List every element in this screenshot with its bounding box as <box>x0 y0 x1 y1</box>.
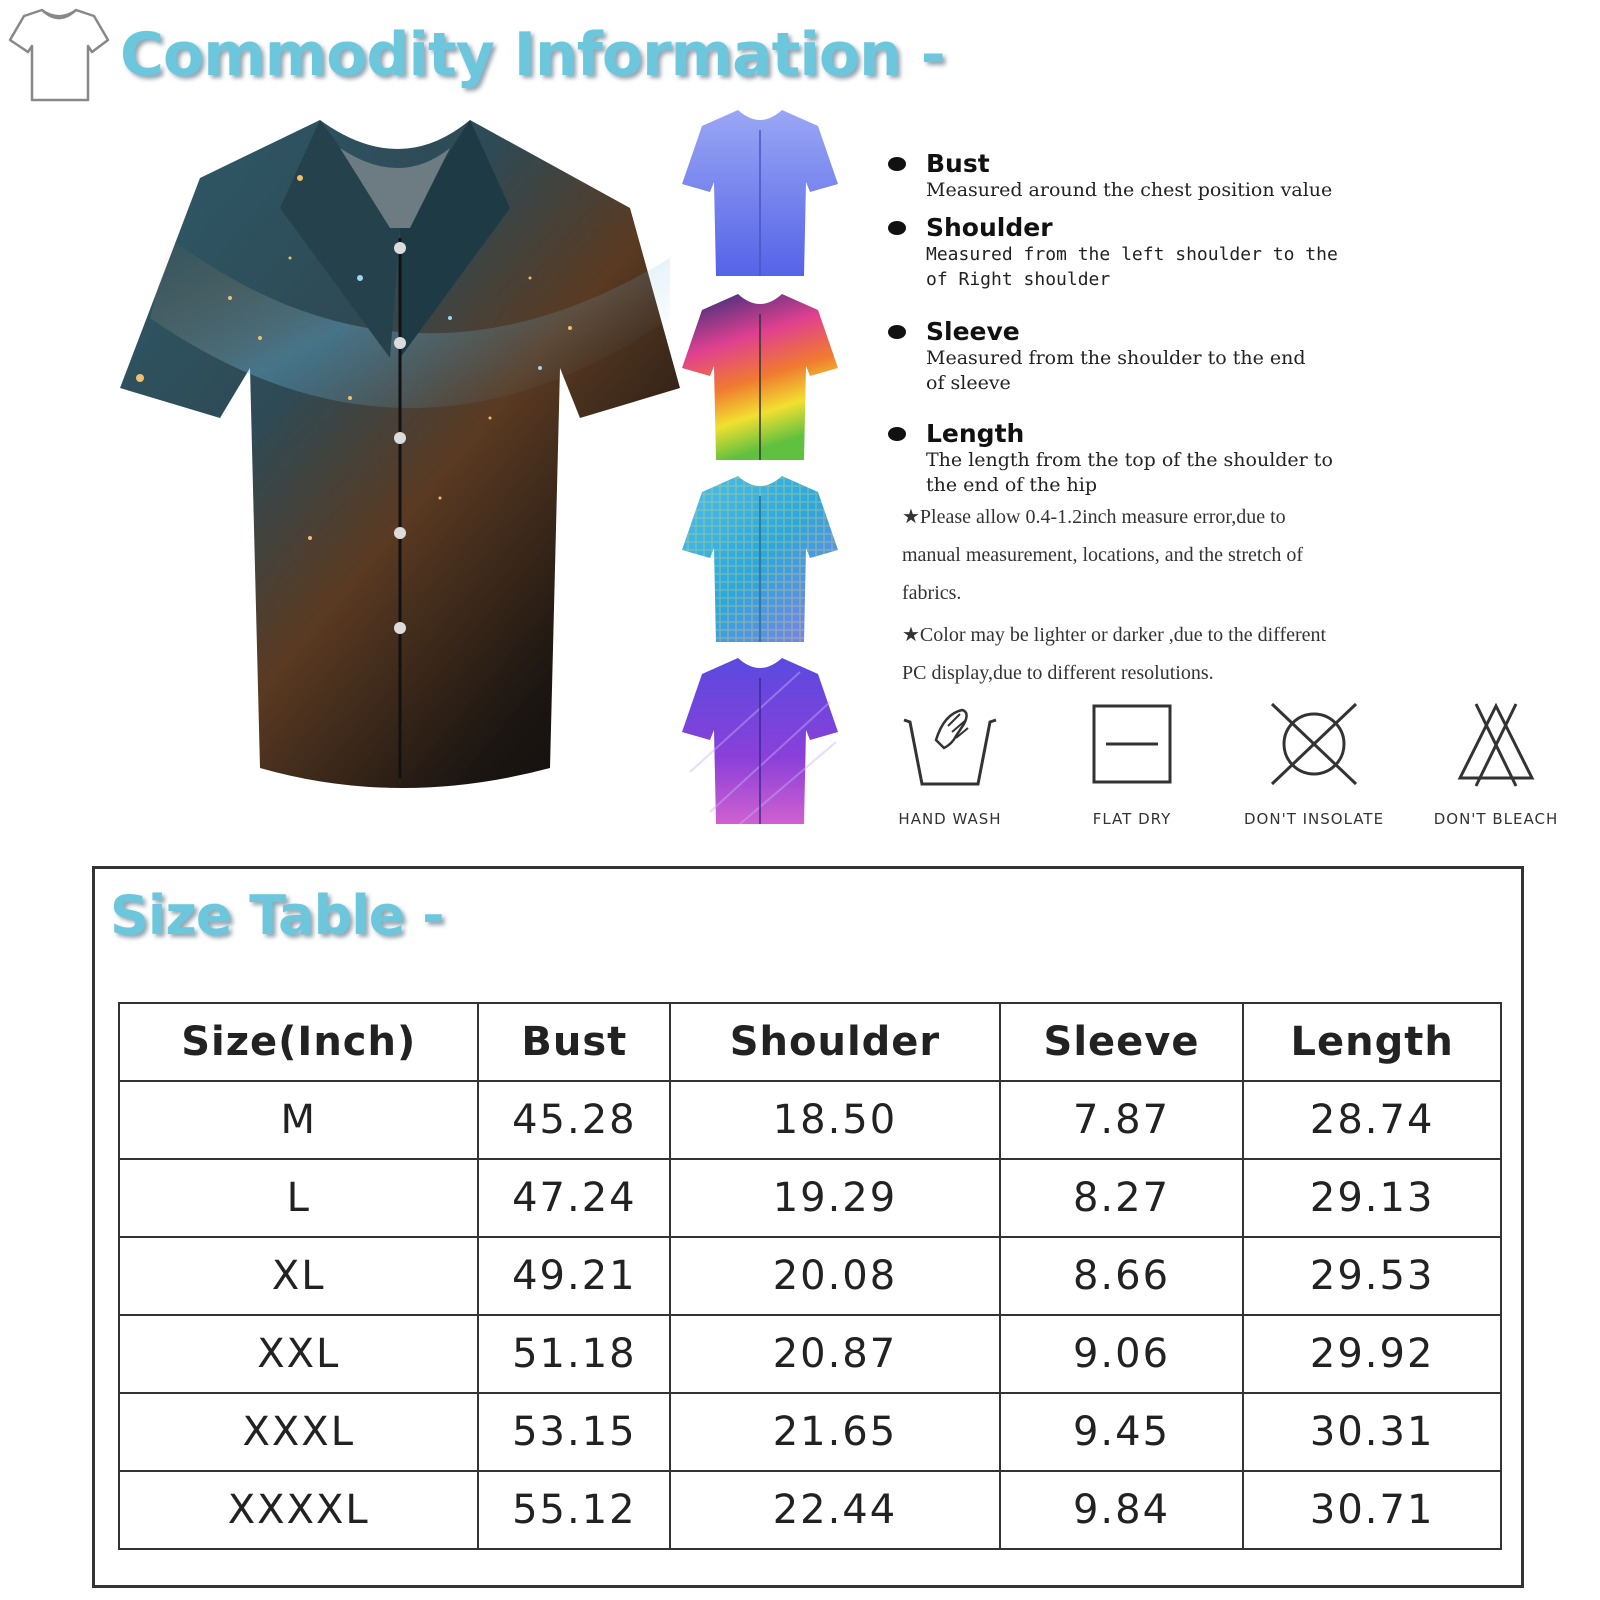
column-header-sleeve: Sleeve <box>1000 1003 1244 1081</box>
care-flat-dry <box>1062 700 1202 828</box>
page-title: Commodity Information - <box>120 20 945 90</box>
cell-size: L <box>119 1159 478 1237</box>
measurement-desc: Measured around the chest position value <box>926 179 1333 201</box>
cell-sleeve: 9.84 <box>1000 1471 1244 1549</box>
cell-length: 30.71 <box>1243 1471 1501 1549</box>
cell-size: M <box>119 1081 478 1159</box>
column-header-bust: Bust <box>478 1003 670 1081</box>
size-table-title: Size Table - <box>110 884 444 947</box>
cell-length: 28.74 <box>1243 1081 1501 1159</box>
care-label: FLAT DRY <box>1092 810 1172 828</box>
cell-sleeve: 8.27 <box>1000 1159 1244 1237</box>
measurement-title: Shoulder <box>888 214 1568 242</box>
measurement-desc: The length from the top of the shoulder to the end of the hip <box>926 449 1333 496</box>
measurement-bust <box>888 150 1568 203</box>
care-label: DON'T INSOLATE <box>1244 810 1385 828</box>
cell-length: 29.13 <box>1243 1159 1501 1237</box>
cell-bust: 45.28 <box>478 1081 670 1159</box>
tshirt-outline-icon <box>6 4 110 104</box>
table-header-row <box>119 1003 1501 1081</box>
cell-bust: 47.24 <box>478 1159 670 1237</box>
cell-size: XXXXL <box>119 1471 478 1549</box>
measurement-title: Sleeve <box>888 318 1568 346</box>
table-row <box>119 1393 1501 1471</box>
hand-wash-icon <box>900 700 1000 792</box>
care-hand-wash <box>880 700 1020 828</box>
table-row <box>119 1471 1501 1549</box>
cell-size: XXXL <box>119 1393 478 1471</box>
cell-bust: 53.15 <box>478 1393 670 1471</box>
measurement-title: Length <box>888 420 1568 448</box>
cell-shoulder: 21.65 <box>670 1393 1000 1471</box>
cell-bust: 49.21 <box>478 1237 670 1315</box>
size-table <box>118 1002 1502 1550</box>
dont-bleach-icon <box>1446 700 1546 792</box>
variant-image-purple[interactable] <box>680 652 840 832</box>
note-color: ★Color may be lighter or darker ,due to the different PC display,due to different resolutions. <box>902 624 1327 684</box>
cell-sleeve: 8.66 <box>1000 1237 1244 1315</box>
column-header-shoulder: Shoulder <box>670 1003 1000 1081</box>
table-row <box>119 1159 1501 1237</box>
measurement-length <box>888 420 1568 498</box>
cell-size: XL <box>119 1237 478 1315</box>
care-dont-bleach <box>1426 700 1566 828</box>
variant-image-teal[interactable] <box>680 470 840 650</box>
variant-image-blue[interactable] <box>680 104 840 284</box>
measurement-shoulder <box>888 214 1568 292</box>
variant-image-rainbow[interactable] <box>680 288 840 468</box>
flat-dry-icon <box>1082 700 1182 792</box>
cell-sleeve: 7.87 <box>1000 1081 1244 1159</box>
measurement-sleeve <box>888 318 1568 396</box>
cell-shoulder: 22.44 <box>670 1471 1000 1549</box>
column-header-size: Size(Inch) <box>119 1003 478 1081</box>
cell-shoulder: 20.08 <box>670 1237 1000 1315</box>
measurement-desc: Measured from the left shoulder to the of Right shoulder <box>926 244 1338 290</box>
dont-insolate-icon <box>1264 700 1364 792</box>
main-product-image <box>110 118 690 808</box>
cell-shoulder: 20.87 <box>670 1315 1000 1393</box>
measurement-desc: Measured from the shoulder to the end of sleeve <box>926 347 1306 394</box>
table-row <box>119 1315 1501 1393</box>
cell-shoulder: 18.50 <box>670 1081 1000 1159</box>
care-label: HAND WASH <box>898 810 1002 828</box>
cell-length: 30.31 <box>1243 1393 1501 1471</box>
cell-length: 29.92 <box>1243 1315 1501 1393</box>
measurement-title: Bust <box>888 150 1568 178</box>
note-measure-error: ★Please allow 0.4-1.2inch measure error,due to manual measurement, locations, and the stretch of fabrics. <box>902 506 1303 604</box>
cell-shoulder: 19.29 <box>670 1159 1000 1237</box>
table-row <box>119 1081 1501 1159</box>
cell-bust: 55.12 <box>478 1471 670 1549</box>
cell-sleeve: 9.45 <box>1000 1393 1244 1471</box>
care-dont-insolate <box>1244 700 1384 828</box>
cell-bust: 51.18 <box>478 1315 670 1393</box>
column-header-length: Length <box>1243 1003 1501 1081</box>
care-label: DON'T BLEACH <box>1433 810 1559 828</box>
cell-length: 29.53 <box>1243 1237 1501 1315</box>
cell-sleeve: 9.06 <box>1000 1315 1244 1393</box>
cell-size: XXL <box>119 1315 478 1393</box>
table-row <box>119 1237 1501 1315</box>
